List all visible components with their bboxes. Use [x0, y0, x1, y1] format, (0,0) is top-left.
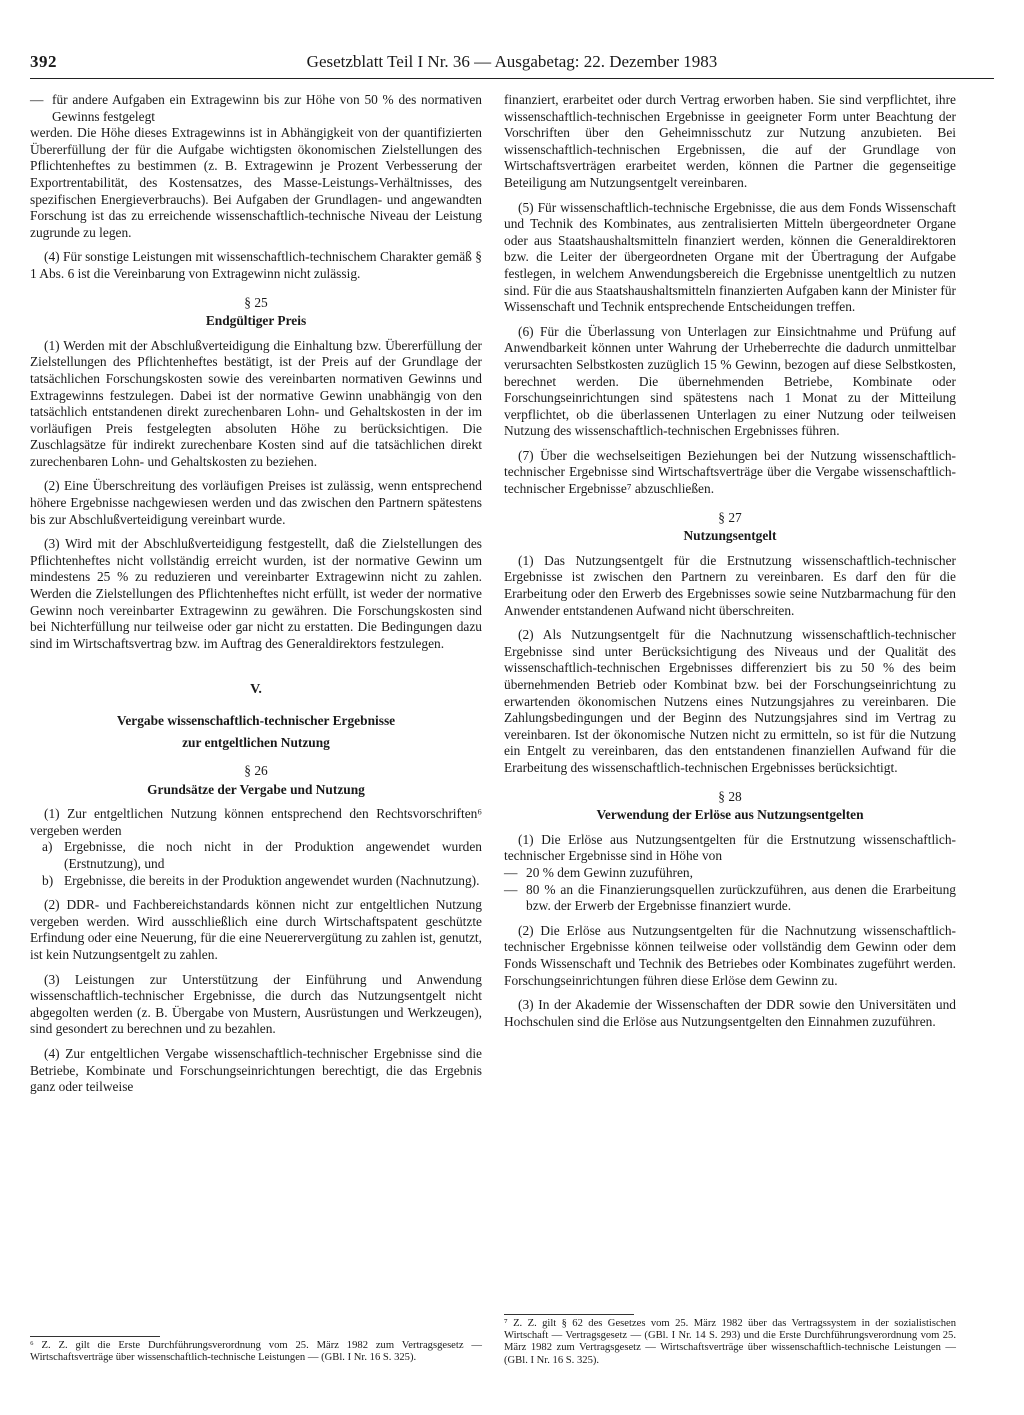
footnote: ⁶ Z. Z. gilt die Erste Durchführungsverordnung vom 25. März 1982 zum Vertragsgesetz — Wirtschaftsverträge über wissenschaftlich-technische Leistungen — (GBl. I Nr. 16 S. 325).: [30, 1340, 482, 1364]
paragraph: (5) Für wissenschaftlich-technische Ergebnisse, die aus dem Fonds Wissenschaft und Technik des Kombinates, aus zentralisierten Mitteln übergeordneter Organe oder aus Staatshaushaltsmitteln finanziert werden, können die Generaldirektoren bzw. die Leiter der übergeordneten Organe mit der Übertragung der Aufgabe festlegen, in welchem Anwendungsbereich die Ergebnisse unentgeltlich zu nutzen sind. Für die aus Staatshaushaltsmitteln finanzierten Aufgaben kann der Minister für Wissenschaft und Technik entsprechende Entscheidungen treffen.: [504, 199, 956, 315]
footnote-rule: [504, 1314, 634, 1315]
paragraph: (2) Eine Überschreitung des vorläufigen Preises ist zulässig, wenn entsprechend höhere Ergebnisse nachgewiesen werden und das zwischen den Partnern spätestens bis zur Abschlußverteidigung vereinbart wurde.: [30, 478, 482, 527]
section-number: § 28: [718, 788, 742, 804]
paragraph: (4) Zur entgeltlichen Vergabe wissenschaftlich-technischer Ergebnisse sind die Betriebe, Kombinate und Forschungseinrichtungen berechtigt, die das Ergebnis ganz oder teilweise: [30, 1045, 482, 1095]
running-title: Gesetzblatt Teil I Nr. 36 — Ausgabetag: 22. Dezember 1983: [306, 52, 718, 71]
list-item: [42, 873, 482, 890]
chapter-title-line-1: Vergabe wissenschaftlich-technischer Ergebnisse: [116, 713, 396, 728]
dash-mark: —: [30, 92, 44, 107]
section-number: § 26: [244, 763, 268, 778]
dash-mark: —: [504, 881, 518, 897]
list-mark: a): [42, 839, 53, 855]
paragraph: (2) Die Erlöse aus Nutzungsentgelten für die Nachnutzung wissenschaftlich-technischer Ergebnisse können teilweise oder vollständig dem Gewinn oder dem Fonds Wissenschaft und Technik des Betriebes oder Kombinates zugeführt werden. Forschungseinrichtungen führen diese Erlöse dem Gewinn zu.: [504, 922, 956, 988]
paragraph: (3) Wird mit der Abschlußverteidigung festgestellt, daß die Zielstellungen des Pflichtenheftes nicht vollständig erreicht wurden, ist der normative Gewinn um mindestens 25 % zu reduzieren und vereinbarter Extragewinn nicht zu zahlen. Werden die Zielstellungen des Pflichtenheftes nicht erfüllt, ist weder der normative Gewinn noch vereinbarter Extragewinn zu gewähren. Die Forschungskosten sind bei Nichterfüllung nur teilweise oder gar nicht zu erstatten. Die Bedingungen dazu sind im Wirtschaftsvertrag bzw. im Auftrag des Generaldirektors festzulegen.: [30, 536, 482, 651]
dash-item: [30, 92, 482, 125]
chapter-title-line-2: zur entgeltlichen Nutzung: [182, 735, 330, 750]
paragraph: werden. Die Höhe dieses Extragewinns ist in Abhängigkeit von der quantifizierten Übererfüllung der für die Aufgabe wichtigsten ökonomischen Zielstellungen des Pflichtenheftes zu bestimmen (z. B. Extragewinn je Prozent Verbesserung der Exportrentabilität, des Kostensatzes, des Masse-Leistungs-Verhältnisses, des spezifischen Energieverbrauchs). Bei Aufgaben der Grundlagen- und angewandten Forschung ist das zu erreichende wissenschaftlich-technische Niveau der Leistung zugrunde zu legen.: [30, 125, 482, 240]
paragraph: (3) Leistungen zur Unterstützung der Einführung und Anwendung wissenschaftlich-technischer Ergebnisse, die durch das Nutzungsentgelt nicht abgegolten werden (z. B. Übergabe von Mustern, Ausrüstungen und Werkzeugen), sind gesondert zu berechnen und zu bezahlen.: [30, 971, 482, 1037]
paragraph: (6) Für die Überlassung von Unterlagen zur Einsichtnahme und Prüfung auf Anwendbarkeit können unter Wahrung der Urheberrechte die dadurch unmittelbar verursachten Selbstkosten zuzüglich 15 % Gewinn, bezogen auf diese Selbstkosten, berechnet werden. Die übernehmenden Betriebe, Kombinate oder Forschungseinrichtungen sind spätestens nach 1 Monat zu der Mitteilung verpflichtet, ob die überlassenen Unterlagen zu einer Nutzung oder teilweisen Nutzung des wissenschaftlich-technischen Ergebnisses führen.: [504, 323, 956, 439]
section-number: § 25: [244, 294, 268, 310]
dash-text: 80 % an die Finanzierungsquellen zurückzuführen, aus denen die Erarbeitung bzw. der Erwerb der Ergebnisse finanziert wurde.: [526, 881, 956, 914]
paragraph: finanziert, erarbeitet oder durch Vertrag erworben haben. Sie sind verpflichtet, ihre wissenschaftlich-technischen Ergebnisse in geeigneter Form unter Beachtung der Vorschriften über den Geheimnisschutz zur Nutzung anzubieten. Bei wissenschaftlich-technischen Ergebnissen, die auf der Grundlage von Wirtschaftsverträgen erarbeitet werden, können die Partner die gegenseitige Beteiligung am Nutzungsentgelt vereinbaren.: [504, 92, 956, 190]
paragraph: (2) DDR- und Fachbereichstandards können nicht zur entgeltlichen Nutzung vergeben werden. Wird ausschließlich eine durch Wirtschaftspatent geschützte Erfindung oder eine Neuerung, für die eine Neuerervergütung zu zahlen ist, genutzt, ist kein Nutzungsentgelt zu zahlen.: [30, 897, 482, 962]
paragraph: (4) Für sonstige Leistungen mit wissenschaftlich-technischem Charakter gemäß § 1 Abs. 6 ist die Vereinbarung von Extragewinn nicht zulässig.: [30, 249, 482, 281]
paragraph: (2) Als Nutzungsentgelt für die Nachnutzung wissenschaftlich-technischer Ergebnisse sind unter Berücksichtigung des Niveaus und der Qualität des wissenschaftlich-technischen Ergebnisses differenziert bis zu 50 % des beim übernehmenden Betrieb oder Kombinat bzw. bei der Forschungseinrichtung zu erwartenden ökonomischen Nutzens eines Nutzungsjahres zu vereinbaren. Die Zahlungsbedingungen und der Beginn des Nutzungsjahres sind im Vertrag zu vereinbaren. Ist der ökonomische Nutzen nicht zu ermitteln, so ist für die Nutzung ein Entgelt zu vereinbaren, das den entstandenen finanziellen Aufwand für die Erarbeitung des wissenschaftlich-technischen Ergebnisses berücksichtigt.: [504, 627, 956, 775]
list-text: Ergebnisse, die bereits in der Produktion angewendet wurden (Nachnutzung).: [64, 872, 480, 888]
section-title: Endgültiger Preis: [205, 313, 307, 329]
section-title: Grundsätze der Vergabe und Nutzung: [147, 781, 365, 797]
footnote-rule: [30, 1336, 160, 1337]
section-title: Nutzungsentgelt: [683, 528, 777, 544]
paragraph: (1) Zur entgeltlichen Nutzung können entsprechend den Rechtsvorschriften⁶ vergeben werden: [30, 806, 482, 838]
dash-item: [504, 882, 956, 915]
paragraph: (7) Über die wechselseitigen Beziehungen bei der Nutzung wissenschaftlich-technischer Ergebnisse sind Wirtschaftsverträge über die Vergabe wissenschaftlich-technischer Ergebnisse⁷ abzuschließen.: [504, 447, 956, 497]
header-rule: [30, 78, 994, 79]
page-header: [30, 52, 994, 76]
list-text: Ergebnisse, die noch nicht in der Produktion angewendet wurden (Erstnutzung), und: [64, 839, 482, 871]
chapter-number: V.: [250, 682, 262, 698]
list-item: [42, 839, 482, 872]
footnote-block: [30, 1336, 482, 1372]
paragraph: (3) In der Akademie der Wissenschaften der DDR sowie den Universitäten und Hochschulen sind die Erlöse aus Nutzungsentgelten den Einnahmen zuzuführen.: [504, 997, 956, 1029]
section-title: Verwendung der Erlöse aus Nutzungsentgelten: [596, 807, 864, 823]
dash-text: für andere Aufgaben ein Extragewinn bis zur Höhe von 50 % des normativen Gewinns festgelegt: [52, 92, 482, 124]
right-column: [504, 92, 956, 1366]
footnote-block: [504, 1314, 956, 1375]
dash-item: [504, 865, 956, 882]
left-column: [30, 92, 482, 1364]
paragraph: (1) Werden mit der Abschlußverteidigung die Einhaltung bzw. Übererfüllung der Zielstellungen des Pflichtenheftes bestätigt, ist der Preis auf der Grundlage der tatsächlichen Forschungskosten sowie des vereinbarten normativen Gewinns und Extragewinns festzulegen. Dabei ist der normative Gewinn unabhängig von den tatsächlich entstandenen direkt zurechenbaren Lohn- und Gehaltskosten in der im vorläufigen Preis festgelegten absoluten Höhe zu berücksichtigen. Die Zuschlagsätze für indirekt zurechenbare Kosten sind auf die tatsächlichen direkt zurechenbaren Lohn- und Gehaltskosten zu beziehen.: [30, 337, 482, 469]
footnote: ⁷ Z. Z. gilt § 62 des Gesetzes vom 25. März 1982 über das Vertragssystem in der sozialistischen Wirtschaft — Vertragsgesetz — (GBl. I Nr. 14 S. 293) und die Erste Durchführungsverordnung vom 25. März 1982 zum Vertragsgesetz — Wirtschaftsverträge über wissenschaftlich-technische Leistungen — (GBl. I Nr. 16 S. 325).: [504, 1318, 956, 1366]
section-number: § 27: [718, 509, 742, 525]
dash-mark: —: [504, 864, 518, 880]
list-mark: b): [42, 872, 54, 888]
paragraph: (1) Das Nutzungsentgelt für die Erstnutzung wissenschaftlich-technischer Ergebnisse ist zwischen den Partnern zu vereinbaren. Es darf den für die Erarbeitung oder den Erwerb des Ergebnisses sowie seine Nutzbarmachung für den Anwender entstandenen Aufwand nicht überschreiten.: [504, 552, 956, 618]
dash-text: 20 % dem Gewinn zuzuführen,: [526, 864, 693, 880]
page-number: 392: [30, 52, 57, 71]
paragraph: (1) Die Erlöse aus Nutzungsentgelten für die Erstnutzung wissenschaftlich-technischer Ergebnisse sind in Höhe von: [504, 831, 956, 864]
